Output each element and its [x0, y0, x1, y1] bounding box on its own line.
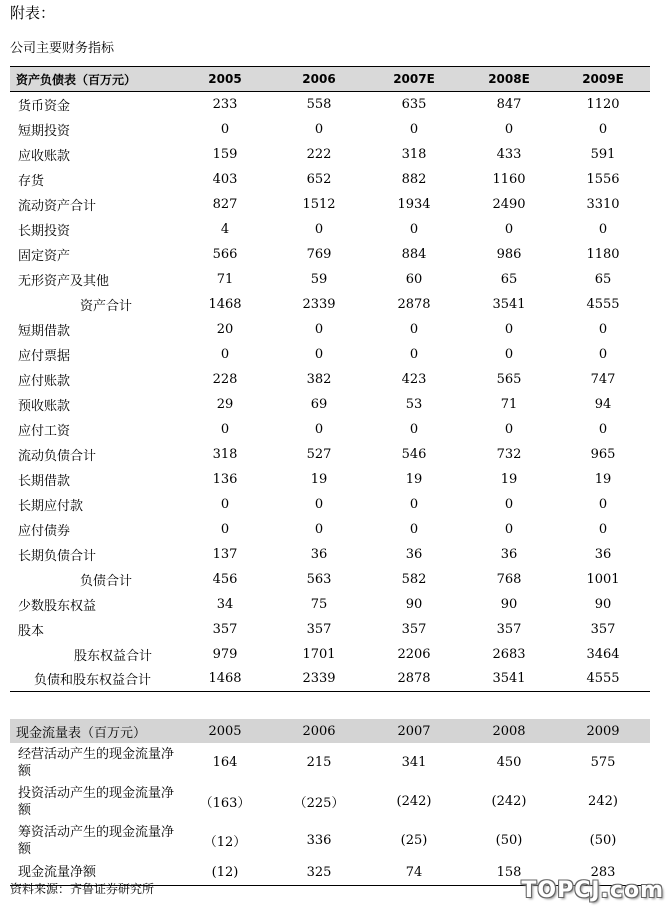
cell-value: 336 — [306, 833, 332, 848]
cell-value: 1468 — [208, 296, 242, 312]
table-row — [10, 92, 650, 117]
cell-value: 403 — [212, 171, 238, 187]
cell-value: 0 — [409, 521, 419, 537]
column-header: 2009 — [556, 719, 650, 743]
cell-value: 0 — [314, 496, 324, 512]
cell-value: 0 — [314, 321, 324, 337]
cell-value: 591 — [590, 146, 616, 162]
row-label: 筹资活动产生的现金流量净额 — [18, 824, 175, 857]
cell-value: 3541 — [462, 667, 556, 692]
row-label: 应收账款 — [18, 148, 71, 164]
cell-value: 635 — [401, 96, 427, 112]
cell-value: 582 — [401, 571, 427, 587]
row-label: 长期应付款 — [18, 498, 84, 514]
cell-value: 1556 — [586, 171, 620, 187]
cell-value: 0 — [598, 221, 608, 237]
cell-value: 882 — [401, 171, 427, 187]
cell-value: 3310 — [586, 196, 620, 212]
cell-value: 159 — [212, 146, 238, 162]
cell-value: 546 — [401, 446, 427, 462]
cell-value: 74 — [366, 860, 462, 885]
cell-value: 0 — [409, 321, 419, 337]
cell-value: 0 — [598, 121, 608, 137]
column-header: 2005 — [178, 67, 272, 92]
cell-value: （12） — [203, 835, 247, 850]
cell-value: 318 — [401, 146, 427, 162]
cell-value: 558 — [306, 96, 332, 112]
column-header: 2008 — [462, 719, 556, 743]
row-label: 应付债券 — [18, 523, 71, 539]
cell-value: 0 — [220, 346, 230, 362]
cell-value: 0 — [598, 346, 608, 362]
table-row — [10, 217, 650, 242]
table-row — [10, 642, 650, 667]
table-row — [10, 417, 650, 442]
cell-value: 0 — [314, 421, 324, 437]
table-row — [10, 367, 650, 392]
cell-value: 0 — [220, 521, 230, 537]
cell-value: 0 — [504, 121, 514, 137]
row-label: 经营活动产生的现金流量净额 — [18, 746, 175, 779]
cell-value: 4 — [220, 221, 230, 237]
cell-value: 0 — [409, 221, 419, 237]
cell-value: 0 — [504, 321, 514, 337]
cell-value: 318 — [212, 446, 238, 462]
cell-value: 565 — [496, 371, 522, 387]
table-row — [10, 142, 650, 167]
cell-value: 1512 — [302, 196, 336, 212]
cell-value: 90 — [405, 596, 423, 612]
cell-value: 75 — [310, 596, 328, 612]
cell-value: 34 — [216, 596, 234, 612]
page-title: 附表： — [10, 4, 56, 22]
table-row — [10, 782, 650, 821]
cell-value: 71 — [500, 396, 518, 412]
cell-value: 2683 — [492, 646, 526, 662]
cell-value: 357 — [306, 621, 332, 637]
cell-value: 0 — [598, 521, 608, 537]
cell-value: 2490 — [492, 196, 526, 212]
cell-value: (12) — [178, 860, 272, 885]
cell-value: 0 — [314, 221, 324, 237]
row-label: 负债合计 — [80, 573, 133, 589]
cell-value: 732 — [496, 446, 522, 462]
balance-sheet-header-row — [10, 67, 650, 92]
table-row — [10, 167, 650, 192]
column-header: 2007 — [366, 719, 462, 743]
cell-value: (242) — [491, 794, 527, 809]
cell-value: 0 — [409, 421, 419, 437]
row-label: 固定资产 — [18, 248, 71, 264]
cell-value: 59 — [310, 271, 328, 287]
cash-flow-table — [10, 719, 650, 886]
cell-value: 90 — [500, 596, 518, 612]
row-label: 流动资产合计 — [18, 198, 97, 214]
cell-value: 1001 — [586, 571, 620, 587]
cell-value: 0 — [409, 496, 419, 512]
column-header: 资产负债表（百万元） — [10, 67, 178, 92]
cell-value: 357 — [590, 621, 616, 637]
cell-value: 827 — [212, 196, 238, 212]
row-label: 无形资产及其他 — [18, 273, 110, 289]
cell-value: 2339 — [272, 667, 366, 692]
cell-value: 0 — [409, 121, 419, 137]
row-label: 少数股东权益 — [18, 598, 97, 614]
cell-value: 36 — [594, 546, 612, 562]
table-row — [10, 492, 650, 517]
cell-value: 3541 — [492, 296, 526, 312]
cell-value: 233 — [212, 96, 238, 112]
table-row — [10, 292, 650, 317]
cell-value: 0 — [409, 346, 419, 362]
cell-value: （163） — [199, 796, 251, 811]
cell-value: 36 — [500, 546, 518, 562]
cell-value: 0 — [220, 421, 230, 437]
cell-value: 0 — [314, 121, 324, 137]
row-label: 预收账款 — [18, 398, 71, 414]
source-note: 资料来源：齐鲁证券研究所 — [10, 882, 155, 896]
table-row — [10, 317, 650, 342]
table-row — [10, 267, 650, 292]
cell-value: 242) — [588, 794, 618, 809]
cell-value: 979 — [212, 646, 238, 662]
cell-value: 433 — [496, 146, 522, 162]
row-label: 现金流量净额 — [10, 860, 178, 885]
cell-value: 4555 — [586, 296, 620, 312]
row-label: 资产合计 — [80, 298, 133, 314]
row-label: 应付票据 — [18, 348, 71, 364]
cell-value: (50) — [589, 833, 617, 848]
cell-value: 69 — [310, 396, 328, 412]
cell-value: 357 — [496, 621, 522, 637]
cell-value: 158 — [462, 860, 556, 885]
row-label: 货币资金 — [18, 98, 71, 114]
table-row — [10, 821, 650, 860]
cell-value: 19 — [310, 471, 328, 487]
row-label: 股本 — [18, 623, 45, 639]
cell-value: 0 — [220, 121, 230, 137]
cell-value: 0 — [220, 496, 230, 512]
cell-value: 1160 — [492, 171, 526, 187]
column-header: 现金流量表（百万元） — [10, 719, 178, 743]
cell-value: 36 — [405, 546, 423, 562]
cell-value: 71 — [216, 271, 234, 287]
cell-value: 228 — [212, 371, 238, 387]
cell-value: 65 — [594, 271, 612, 287]
column-header: 2007E — [366, 67, 462, 92]
cell-value: 0 — [598, 321, 608, 337]
cell-value: 1180 — [586, 246, 620, 262]
cell-value: 423 — [401, 371, 427, 387]
table-row — [10, 617, 650, 642]
cell-value: 0 — [598, 496, 608, 512]
cell-value: 0 — [598, 421, 608, 437]
watermark-logo: TOPCJ.com — [521, 878, 664, 903]
cell-value: 164 — [212, 755, 238, 770]
row-label: 长期投资 — [18, 223, 71, 239]
cell-value: 136 — [212, 471, 238, 487]
table-row — [10, 342, 650, 367]
table-row — [10, 743, 650, 782]
cell-value: 382 — [306, 371, 332, 387]
cell-value: 90 — [594, 596, 612, 612]
cell-value: 575 — [590, 755, 616, 770]
cell-value: 20 — [216, 321, 234, 337]
cell-value: 65 — [500, 271, 518, 287]
cell-value: 137 — [212, 546, 238, 562]
column-header: 2006 — [272, 719, 366, 743]
row-label: 短期投资 — [18, 123, 71, 139]
cell-value: 283 — [556, 860, 650, 885]
cell-value: 747 — [590, 371, 616, 387]
cell-value: 768 — [496, 571, 522, 587]
table-row — [10, 242, 650, 267]
cell-value: 357 — [401, 621, 427, 637]
row-label: 存货 — [18, 173, 45, 189]
row-label: 长期借款 — [18, 473, 71, 489]
cell-value: 19 — [500, 471, 518, 487]
cell-value: 4555 — [556, 667, 650, 692]
row-label: 负债和股东权益合计 — [10, 667, 178, 692]
cell-value: 652 — [306, 171, 332, 187]
table-row — [10, 592, 650, 617]
column-header: 2009E — [556, 67, 650, 92]
cell-value: 0 — [504, 521, 514, 537]
cell-value: 884 — [401, 246, 427, 262]
table-row — [10, 192, 650, 217]
cell-value: 450 — [496, 755, 522, 770]
table-row — [10, 467, 650, 492]
cell-value: 29 — [216, 396, 234, 412]
cell-value: 0 — [504, 421, 514, 437]
cell-value: 2206 — [397, 646, 431, 662]
cell-value: 0 — [504, 221, 514, 237]
cell-value: 2339 — [302, 296, 336, 312]
table-row — [10, 117, 650, 142]
cell-value: 215 — [306, 755, 332, 770]
row-label: 流动负债合计 — [18, 448, 97, 464]
cell-value: 19 — [594, 471, 612, 487]
cell-value: 19 — [405, 471, 423, 487]
table-row — [10, 442, 650, 467]
row-label: 股东权益合计 — [74, 648, 153, 664]
cell-value: 847 — [496, 96, 522, 112]
cell-value: 341 — [401, 755, 427, 770]
cell-value: 60 — [405, 271, 423, 287]
cell-value: 357 — [212, 621, 238, 637]
column-header: 2006 — [272, 67, 366, 92]
table-row — [10, 667, 650, 692]
table-row — [10, 392, 650, 417]
column-header: 2008E — [462, 67, 556, 92]
cell-value: 3464 — [586, 646, 620, 662]
cell-value: (25) — [400, 833, 428, 848]
cell-value: 566 — [212, 246, 238, 262]
cell-value: 2878 — [366, 667, 462, 692]
balance-sheet-table — [10, 66, 650, 692]
cell-value: 965 — [590, 446, 616, 462]
row-label: 长期负债合计 — [18, 548, 97, 564]
row-label: 投资活动产生的现金流量净额 — [18, 785, 175, 818]
cell-value: 0 — [504, 496, 514, 512]
cell-value: 986 — [496, 246, 522, 262]
row-label: 应付工资 — [18, 423, 71, 439]
cell-value: 2878 — [397, 296, 431, 312]
cell-value: 36 — [310, 546, 328, 562]
row-label: 短期借款 — [18, 323, 71, 339]
table-row — [10, 517, 650, 542]
cell-value: 222 — [306, 146, 332, 162]
cell-value: 456 — [212, 571, 238, 587]
cell-value: 0 — [314, 346, 324, 362]
cell-value: 325 — [272, 860, 366, 885]
cell-value: 94 — [594, 396, 612, 412]
cell-value: (242) — [396, 794, 432, 809]
table-row — [10, 567, 650, 592]
cell-value: 563 — [306, 571, 332, 587]
cell-value: （225） — [293, 796, 345, 811]
cell-value: 1934 — [397, 196, 431, 212]
cell-value: 527 — [306, 446, 332, 462]
cell-value: 1701 — [302, 646, 336, 662]
cell-value: 1468 — [178, 667, 272, 692]
column-header: 2005 — [178, 719, 272, 743]
table-row — [10, 542, 650, 567]
cell-value: 0 — [504, 346, 514, 362]
cell-value: 1120 — [586, 96, 620, 112]
cell-value: (50) — [495, 833, 523, 848]
table-caption: 公司主要财务指标 — [10, 41, 115, 56]
cell-value: 53 — [405, 396, 423, 412]
cell-value: 0 — [314, 521, 324, 537]
cell-value: 769 — [306, 246, 332, 262]
cash-flow-header-row — [10, 719, 650, 743]
row-label: 应付账款 — [18, 373, 71, 389]
